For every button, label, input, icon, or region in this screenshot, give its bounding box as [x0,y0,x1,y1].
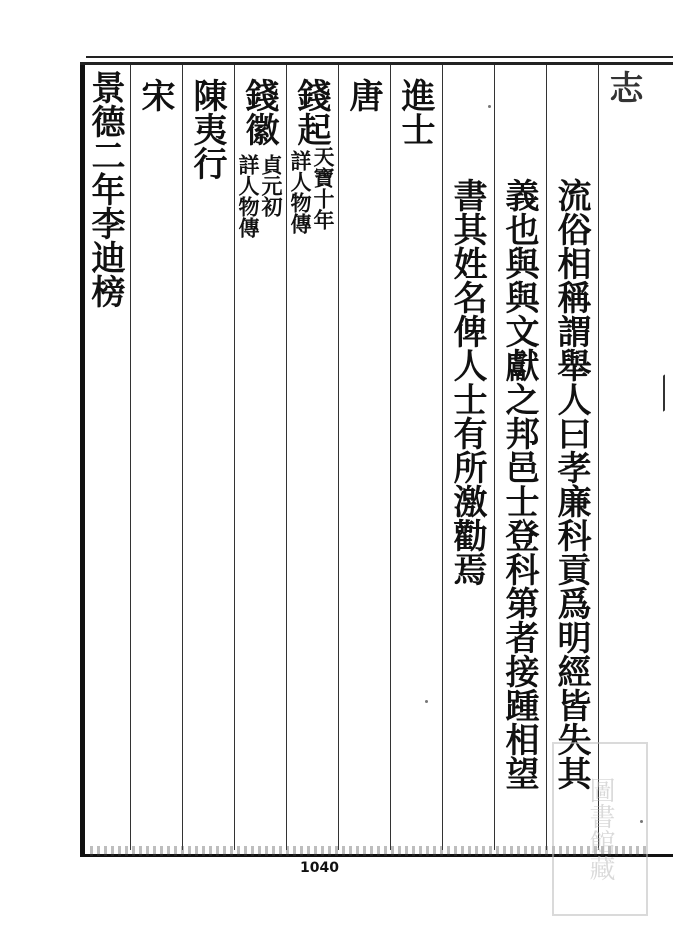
note-qian-hui-ref: 詳人物傳 [236,154,261,238]
text-column-1: 流俗相稱謂舉人曰孝廉科貢爲明經皆失其 [551,178,591,790]
dynasty-tang: 唐 [343,78,383,112]
ink-speck [425,700,428,703]
column-rule [130,65,131,850]
column-rule [234,65,235,850]
note-qian-qi-ref: 詳人物傳 [288,150,313,234]
header-fragment: 志 [603,70,643,104]
column-rule [442,65,443,850]
column-rule [390,65,391,850]
ink-speck [488,105,491,108]
column-rule [182,65,183,850]
dynasty-song: 宋 [135,78,175,112]
name-qian-qi: 錢起 [291,78,331,146]
column-rule [598,65,599,850]
name-qian-hui: 錢徽 [239,78,279,146]
column-rule [338,65,339,850]
name-chen-yixing: 陳夷行 [187,78,227,180]
heading-jinshi: 進士 [395,78,435,146]
note-qian-hui-date: 貞元初 [259,154,284,217]
jingde-li-di-list: 景德二年李迪榜 [85,70,125,308]
library-seal: 圖書館藏 [552,742,648,916]
column-rule [546,65,547,850]
frame-top-rule [80,62,673,65]
text-column-2: 義也與與文獻之邦邑士登科第者接踵相望 [499,178,539,790]
note-qian-qi-date: 天寶十年 [311,146,336,230]
column-rule [286,65,287,850]
text-column-3: 書其姓名俾人士有所激勸焉 [447,178,487,586]
column-rule [494,65,495,850]
page-number: 1040 [300,860,339,876]
